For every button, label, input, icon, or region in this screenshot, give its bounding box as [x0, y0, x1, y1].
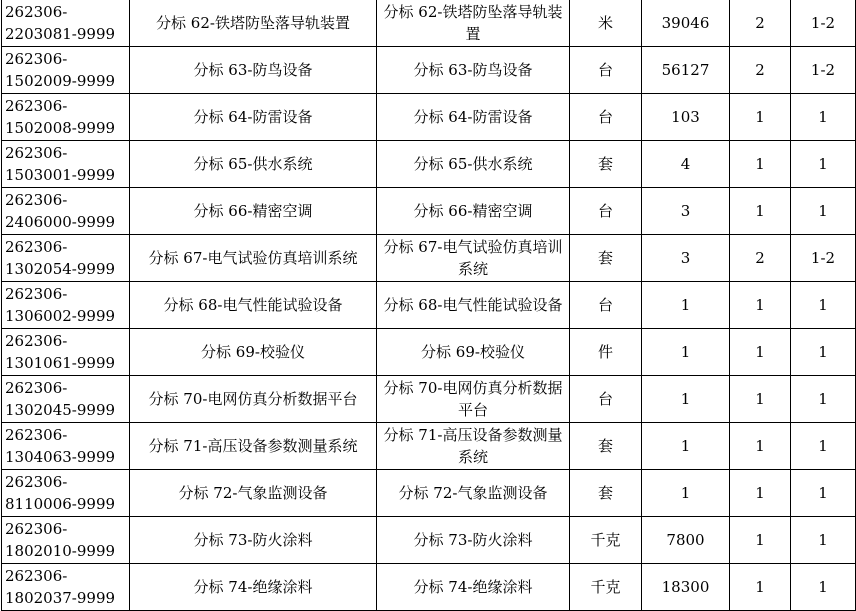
tender-items-table — [1, 0, 856, 611]
material-code-cell: 262306-1802037-9999 — [2, 564, 130, 611]
quantity-cell: 1 — [642, 329, 730, 376]
quantity-cell: 18300 — [642, 564, 730, 611]
package-count-cell: 1 — [730, 376, 791, 423]
table-row — [2, 0, 856, 47]
table-row — [2, 376, 856, 423]
package-range-cell: 1-2 — [791, 47, 856, 94]
material-code-cell: 262306-1502009-9999 — [2, 47, 130, 94]
item-name-cell: 分标 68-电气性能试验设备 — [130, 282, 377, 329]
item-name-cell: 分标 64-防雷设备 — [130, 94, 377, 141]
package-range-cell: 1-2 — [791, 235, 856, 282]
table-row — [2, 470, 856, 517]
unit-cell: 千克 — [570, 517, 642, 564]
package-range-cell: 1 — [791, 94, 856, 141]
item-name-cell: 分标 63-防鸟设备 — [130, 47, 377, 94]
item-name-cell: 分标 72-气象监测设备 — [130, 470, 377, 517]
item-description-cell: 分标 64-防雷设备 — [377, 94, 570, 141]
package-count-cell: 1 — [730, 188, 791, 235]
quantity-cell: 39046 — [642, 0, 730, 47]
quantity-cell: 4 — [642, 141, 730, 188]
item-description-cell: 分标 68-电气性能试验设备 — [377, 282, 570, 329]
table-row — [2, 329, 856, 376]
package-range-cell: 1-2 — [791, 0, 856, 47]
table-row — [2, 282, 856, 329]
material-code-cell: 262306-8110006-9999 — [2, 470, 130, 517]
unit-cell: 台 — [570, 188, 642, 235]
item-name-cell: 分标 69-校验仪 — [130, 329, 377, 376]
table-row — [2, 235, 856, 282]
package-count-cell: 1 — [730, 94, 791, 141]
package-range-cell: 1 — [791, 141, 856, 188]
unit-cell: 台 — [570, 94, 642, 141]
material-code-cell: 262306-1503001-9999 — [2, 141, 130, 188]
unit-cell: 套 — [570, 470, 642, 517]
unit-cell: 套 — [570, 423, 642, 470]
material-code-cell: 262306-1302045-9999 — [2, 376, 130, 423]
quantity-cell: 7800 — [642, 517, 730, 564]
table-row — [2, 517, 856, 564]
package-range-cell: 1 — [791, 282, 856, 329]
item-name-cell: 分标 73-防火涂料 — [130, 517, 377, 564]
package-range-cell: 1 — [791, 517, 856, 564]
item-description-cell: 分标 63-防鸟设备 — [377, 47, 570, 94]
unit-cell: 件 — [570, 329, 642, 376]
table-row — [2, 94, 856, 141]
package-range-cell: 1 — [791, 188, 856, 235]
item-description-cell: 分标 69-校验仪 — [377, 329, 570, 376]
package-count-cell: 1 — [730, 141, 791, 188]
item-description-cell: 分标 67-电气试验仿真培训系统 — [377, 235, 570, 282]
package-count-cell: 1 — [730, 423, 791, 470]
package-count-cell: 1 — [730, 517, 791, 564]
item-description-cell: 分标 62-铁塔防坠落导轨装置 — [377, 0, 570, 47]
unit-cell: 台 — [570, 376, 642, 423]
item-name-cell: 分标 65-供水系统 — [130, 141, 377, 188]
quantity-cell: 56127 — [642, 47, 730, 94]
item-description-cell: 分标 74-绝缘涂料 — [377, 564, 570, 611]
unit-cell: 千克 — [570, 564, 642, 611]
package-range-cell: 1 — [791, 423, 856, 470]
package-count-cell: 2 — [730, 47, 791, 94]
table-row — [2, 141, 856, 188]
table-row — [2, 564, 856, 611]
item-description-cell: 分标 71-高压设备参数测量系统 — [377, 423, 570, 470]
item-name-cell: 分标 62-铁塔防坠落导轨装置 — [130, 0, 377, 47]
item-description-cell: 分标 65-供水系统 — [377, 141, 570, 188]
package-range-cell: 1 — [791, 329, 856, 376]
package-range-cell: 1 — [791, 564, 856, 611]
material-code-cell: 262306-1302054-9999 — [2, 235, 130, 282]
material-code-cell: 262306-1306002-9999 — [2, 282, 130, 329]
package-count-cell: 1 — [730, 470, 791, 517]
package-count-cell: 1 — [730, 282, 791, 329]
package-range-cell: 1 — [791, 470, 856, 517]
item-description-cell: 分标 73-防火涂料 — [377, 517, 570, 564]
package-count-cell: 1 — [730, 564, 791, 611]
package-range-cell: 1 — [791, 376, 856, 423]
item-name-cell: 分标 66-精密空调 — [130, 188, 377, 235]
table-row — [2, 47, 856, 94]
unit-cell: 台 — [570, 47, 642, 94]
unit-cell: 台 — [570, 282, 642, 329]
package-count-cell: 1 — [730, 329, 791, 376]
item-name-cell: 分标 70-电网仿真分析数据平台 — [130, 376, 377, 423]
table-row — [2, 423, 856, 470]
material-code-cell: 262306-2203081-9999 — [2, 0, 130, 47]
table-body — [2, 0, 856, 611]
quantity-cell: 1 — [642, 423, 730, 470]
item-description-cell: 分标 70-电网仿真分析数据平台 — [377, 376, 570, 423]
package-count-cell: 2 — [730, 0, 791, 47]
item-name-cell: 分标 71-高压设备参数测量系统 — [130, 423, 377, 470]
quantity-cell: 3 — [642, 188, 730, 235]
quantity-cell: 3 — [642, 235, 730, 282]
quantity-cell: 103 — [642, 94, 730, 141]
quantity-cell: 1 — [642, 470, 730, 517]
material-code-cell: 262306-1802010-9999 — [2, 517, 130, 564]
item-name-cell: 分标 74-绝缘涂料 — [130, 564, 377, 611]
item-name-cell: 分标 67-电气试验仿真培训系统 — [130, 235, 377, 282]
quantity-cell: 1 — [642, 376, 730, 423]
package-count-cell: 2 — [730, 235, 791, 282]
unit-cell: 米 — [570, 0, 642, 47]
table-row — [2, 188, 856, 235]
material-code-cell: 262306-1502008-9999 — [2, 94, 130, 141]
material-code-cell: 262306-1304063-9999 — [2, 423, 130, 470]
material-code-cell: 262306-1301061-9999 — [2, 329, 130, 376]
item-description-cell: 分标 66-精密空调 — [377, 188, 570, 235]
quantity-cell: 1 — [642, 282, 730, 329]
item-description-cell: 分标 72-气象监测设备 — [377, 470, 570, 517]
unit-cell: 套 — [570, 141, 642, 188]
unit-cell: 套 — [570, 235, 642, 282]
material-code-cell: 262306-2406000-9999 — [2, 188, 130, 235]
